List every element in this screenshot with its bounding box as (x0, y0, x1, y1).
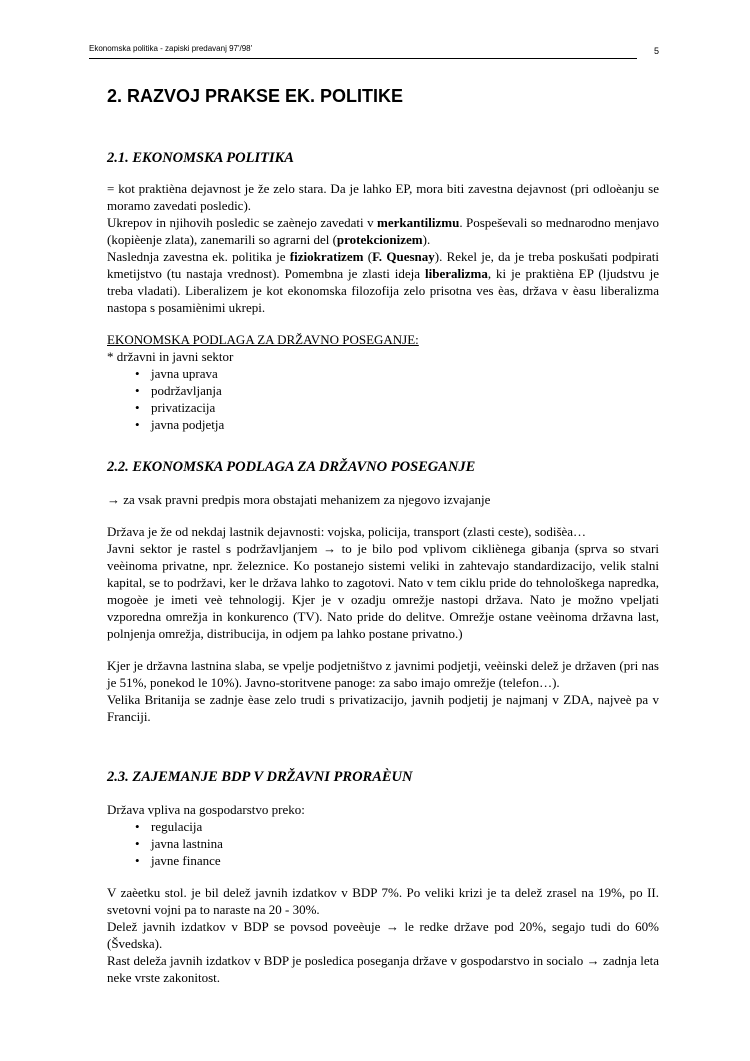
paragraph: Kjer je državna lastnina slaba, se vpelje podjetništvo z javnimi podjetji, veèinski delež je državen (pri nas je 51%, ponekod le 10%). Javno-storitvene panoge: za sabo imajo omrežje (telefon…). (107, 658, 659, 690)
paragraph: Ukrepov in njihovih posledic se zaènejo zavedati v merkantilizmu. Pospeševali so mednarodno menjavo (kopièenje zlata), zanemarili so agrarni del (protekcionizem). (107, 215, 659, 247)
list-item: • podržavljanja (151, 382, 659, 399)
star-line: * državni in javni sektor (107, 349, 234, 364)
page-number: 5 (653, 46, 659, 56)
paragraph: Delež javnih izdatkov v BDP se povsod poveèuje → le redke države pod 20%, segajo tudi do 60% (Švedska). (107, 919, 660, 951)
paragraph: Rast deleža javnih izdatkov v BDP je posledica poseganja države v gospodarstvo in socialo → zadnja leta neke vrste zakonitost. (107, 953, 660, 985)
header-title: Ekonomska politika - zapiski predavanj 97'/98' (89, 44, 253, 53)
section-heading-2-3: 2.3. ZAJEMANJE BDP V DRŽAVNI PRORAÈUN (107, 769, 413, 785)
list-item: • javna podjetja (151, 416, 659, 433)
paragraph: V zaèetku stol. je bil delež javnih izdatkov v BDP 7%. Po veliki krizi je ta delež zrasel na 19%, po II. svetovni vojni pa to naraste na 20 - 30%. (107, 885, 659, 917)
arrow-icon: → (385, 919, 399, 934)
arrow-icon: → (586, 953, 600, 968)
bullet-list (107, 818, 659, 869)
paragraph: = kot praktièna dejavnost je že zelo stara. Da je lahko EP, mora biti zavestna dejavnost (pri odloèanju se moramo zavedati posledic). (107, 181, 659, 213)
paragraph: Naslednja zavestna ek. politika je fiziokratizem (F. Quesnay). Rekel je, da je treba poskušati podpirati kmetijstvo (tu nastaja vrednost). Pomembna je zlasti ideja liberalizma, ki je praktièna EP (ljudstvu je treba vladati). Liberalizem je kot ekonomska filozofija zelo prisotna ves èas, država v èasu liberalizma nastopa s posamiènimi ukrepi. (107, 249, 659, 315)
page-header (89, 44, 659, 59)
arrow-icon: → (323, 541, 337, 556)
list-item: • regulacija (151, 818, 659, 835)
arrow-icon: → (107, 492, 120, 507)
paragraph: Država vpliva na gospodarstvo preko: (107, 802, 305, 817)
bullet-list (107, 365, 659, 433)
list-item: • javne finance (151, 852, 659, 869)
list-item: • javna lastnina (151, 835, 659, 852)
paragraph: Država je že od nekdaj lastnik dejavnosti: vojska, policija, transport (zlasti ceste), sodišèa… (107, 524, 587, 539)
page-content (107, 84, 659, 986)
paragraph: Javni sektor je rastel s podržavljanjem → to je bilo pod vplivom cikliènega gibanja (sprva so stvari veèinoma privatne, npr. železnice. Ko postanejo sistemi veliki in zahtevajo standardizacijo, velik stalni kapital, se to podržavi, ker le država lahko to zagotovi. Nato v tem ciklu pride do tehnološkega napredka, mogoèe je imeti veè tehnologij. Kjer je v ozadju omrežje nastopi država. Nato je možno vpeljati vzporedna omrežja in konkurenco (TV). Nato pride do delitve. Omrežje ostane veèinoma državna last, polnjenja omrežja, distribucija, in odjem pa lahko postane privatno.) (107, 541, 659, 641)
section-heading-2-2: 2.2. EKONOMSKA PODLAGA ZA DRŽAVNO POSEGANJE (107, 459, 476, 475)
sub-heading: EKONOMSKA PODLAGA ZA DRŽAVNO POSEGANJE: (107, 332, 419, 347)
chapter-title: 2. RAZVOJ PRAKSE EK. POLITIKE (107, 86, 404, 106)
section-heading-2-1: 2.1. EKONOMSKA POLITIKA (107, 150, 294, 166)
paragraph: → za vsak pravni predpis mora obstajati mehanizem za njegovo izvajanje (107, 492, 491, 507)
list-item: • javna uprava (151, 365, 659, 382)
paragraph: Velika Britanija se zadnje èase zelo trudi s privatizacijo, javnih podjetij je najmanj v ZDA, najveè pa v Franciji. (107, 692, 659, 724)
list-item: • privatizacija (151, 399, 659, 416)
